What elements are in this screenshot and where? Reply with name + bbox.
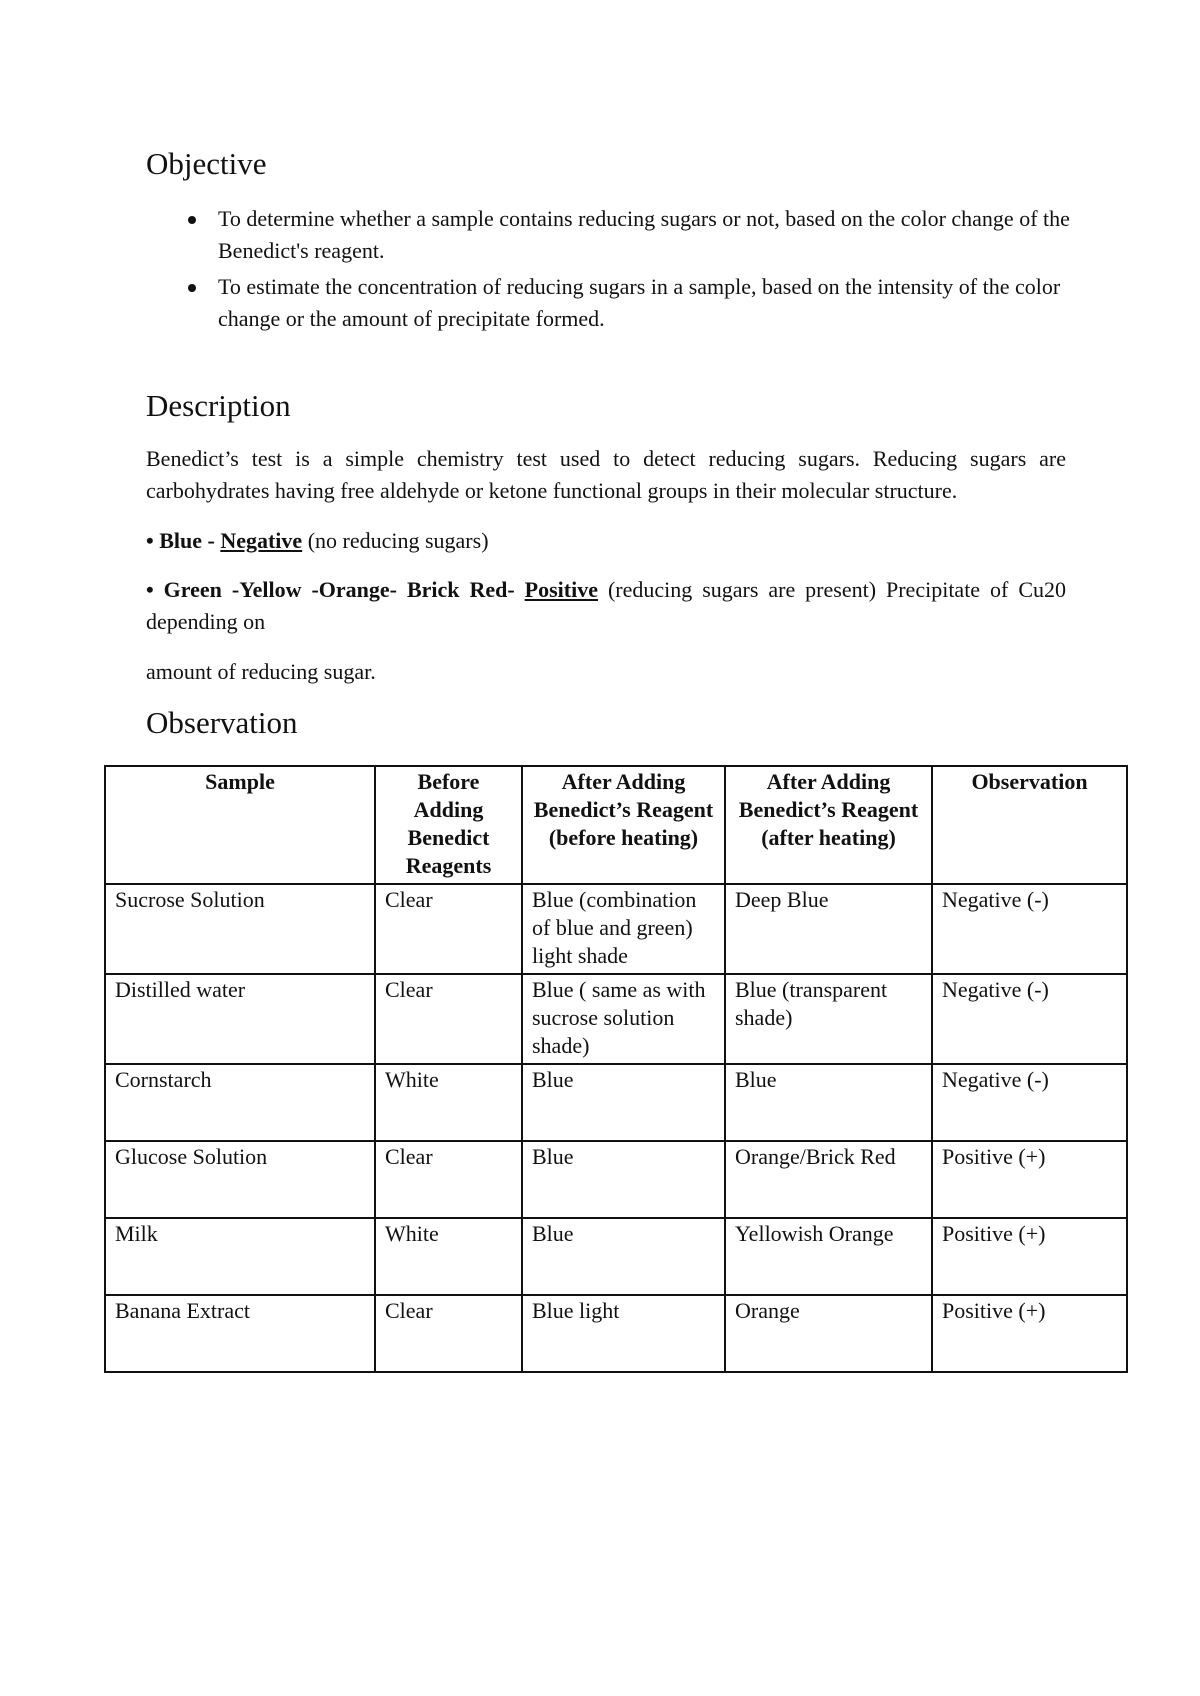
after-heating-cell: Blue xyxy=(725,1064,932,1141)
positive-color-label: • Green -Yellow -Orange- Brick Red- xyxy=(146,577,525,602)
negative-result-line xyxy=(146,525,1066,557)
after-heating-cell: Blue (transparent shade) xyxy=(725,974,932,1064)
after-before-heating-cell: Blue xyxy=(522,1218,725,1295)
sample-cell: Glucose Solution xyxy=(105,1141,375,1218)
observation-heading: Observation xyxy=(146,705,298,740)
objective-item-text: To estimate the concentration of reducing sugars in a sample, based on the intensity of the color change or the amount of precipitate formed. xyxy=(218,274,1061,331)
sample-cell: Sucrose Solution xyxy=(105,884,375,974)
objective-list xyxy=(146,203,1086,339)
table-row xyxy=(105,1064,1127,1141)
objective-item xyxy=(146,271,1086,335)
sample-cell: Banana Extract xyxy=(105,1295,375,1372)
sample-cell: Distilled water xyxy=(105,974,375,1064)
before-cell: Clear xyxy=(375,974,522,1064)
after-heating-cell: Orange xyxy=(725,1295,932,1372)
observation-table xyxy=(104,765,1128,1373)
sample-cell: Milk xyxy=(105,1218,375,1295)
positive-result-note: (reducing sugars are present) Precipitate of Cu20 depending on xyxy=(146,577,1066,634)
table-row xyxy=(105,974,1127,1064)
description-heading: Description xyxy=(146,388,291,423)
description-paragraph: Benedict’s test is a simple chemistry test used to detect reducing sugars. Reducing sugars are carbohydrates having free aldehyde or ketone functional groups in their molecular structure. xyxy=(146,446,1066,503)
column-header-before: Before Adding Benedict Reagents xyxy=(375,766,522,884)
before-cell: Clear xyxy=(375,1141,522,1218)
observation-cell: Negative (-) xyxy=(932,1064,1127,1141)
before-cell: Clear xyxy=(375,884,522,974)
after-before-heating-cell: Blue (combination of blue and green) light shade xyxy=(522,884,725,974)
table-row xyxy=(105,1218,1127,1295)
column-header-after-before-heating: After Adding Benedict’s Reagent (before heating) xyxy=(522,766,725,884)
table-header-row xyxy=(105,766,1127,884)
negative-result-label: Negative xyxy=(220,528,303,553)
observation-cell: Positive (+) xyxy=(932,1218,1127,1295)
observation-cell: Negative (-) xyxy=(932,884,1127,974)
column-header-sample: Sample xyxy=(105,766,375,884)
after-before-heating-cell: Blue ( same as with sucrose solution shade) xyxy=(522,974,725,1064)
sample-cell: Cornstarch xyxy=(105,1064,375,1141)
after-heating-cell: Deep Blue xyxy=(725,884,932,974)
table-row xyxy=(105,1141,1127,1218)
after-before-heating-cell: Blue xyxy=(522,1064,725,1141)
negative-result-note: (no reducing sugars) xyxy=(302,528,489,553)
column-header-observation: Observation xyxy=(932,766,1127,884)
before-cell: White xyxy=(375,1064,522,1141)
positive-result-label: Positive xyxy=(524,577,598,602)
bullet-icon xyxy=(188,216,196,224)
objective-heading: Objective xyxy=(146,146,267,181)
after-heating-cell: Orange/Brick Red xyxy=(725,1141,932,1218)
description-continuation: amount of reducing sugar. xyxy=(146,659,376,684)
after-before-heating-cell: Blue xyxy=(522,1141,725,1218)
before-cell: White xyxy=(375,1218,522,1295)
observation-cell: Positive (+) xyxy=(932,1295,1127,1372)
observation-cell: Positive (+) xyxy=(932,1141,1127,1218)
after-heating-cell: Yellowish Orange xyxy=(725,1218,932,1295)
before-cell: Clear xyxy=(375,1295,522,1372)
objective-item xyxy=(146,203,1086,267)
bullet-icon xyxy=(188,284,196,292)
column-header-after-heating: After Adding Benedict’s Reagent (after heating) xyxy=(725,766,932,884)
table-row xyxy=(105,884,1127,974)
table-row xyxy=(105,1295,1127,1372)
positive-result-line xyxy=(146,574,1066,638)
after-before-heating-cell: Blue light xyxy=(522,1295,725,1372)
objective-item-text: To determine whether a sample contains reducing sugars or not, based on the color change of the Benedict's reagent. xyxy=(218,206,1070,263)
negative-color-label: • Blue - xyxy=(146,528,221,553)
observation-cell: Negative (-) xyxy=(932,974,1127,1064)
